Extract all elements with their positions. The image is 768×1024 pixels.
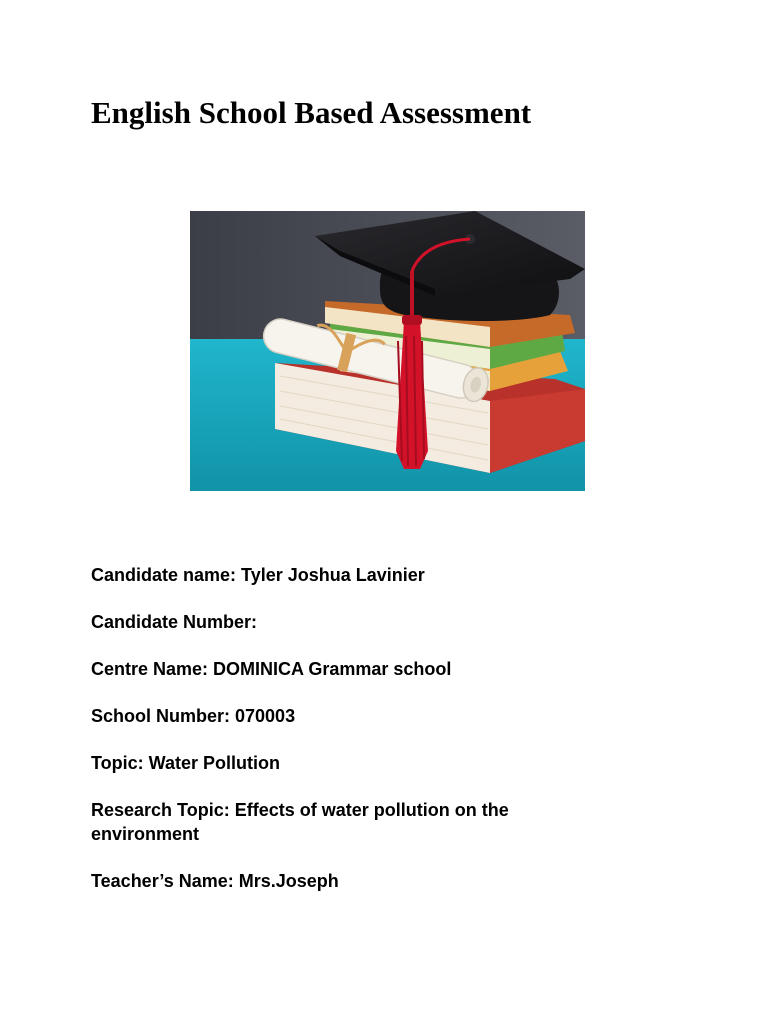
document-title: English School Based Assessment: [91, 95, 532, 130]
research-topic-field: Research Topic: Effects of water pollution on the environment: [91, 800, 509, 844]
candidate-number-field: Candidate Number:: [91, 612, 258, 632]
topic-field: Topic: Water Pollution: [91, 753, 280, 773]
candidate-name-field: Candidate name: Tyler Joshua Lavinier: [91, 565, 425, 585]
school-number-field: School Number: 070003: [91, 706, 296, 726]
teacher-name-field: Teacher’s Name: Mrs.Joseph: [91, 871, 339, 891]
candidate-info: [91, 563, 611, 916]
graduation-cap-books-icon: [190, 211, 585, 491]
centre-name-field: Centre Name: DOMINICA Grammar school: [91, 659, 452, 679]
